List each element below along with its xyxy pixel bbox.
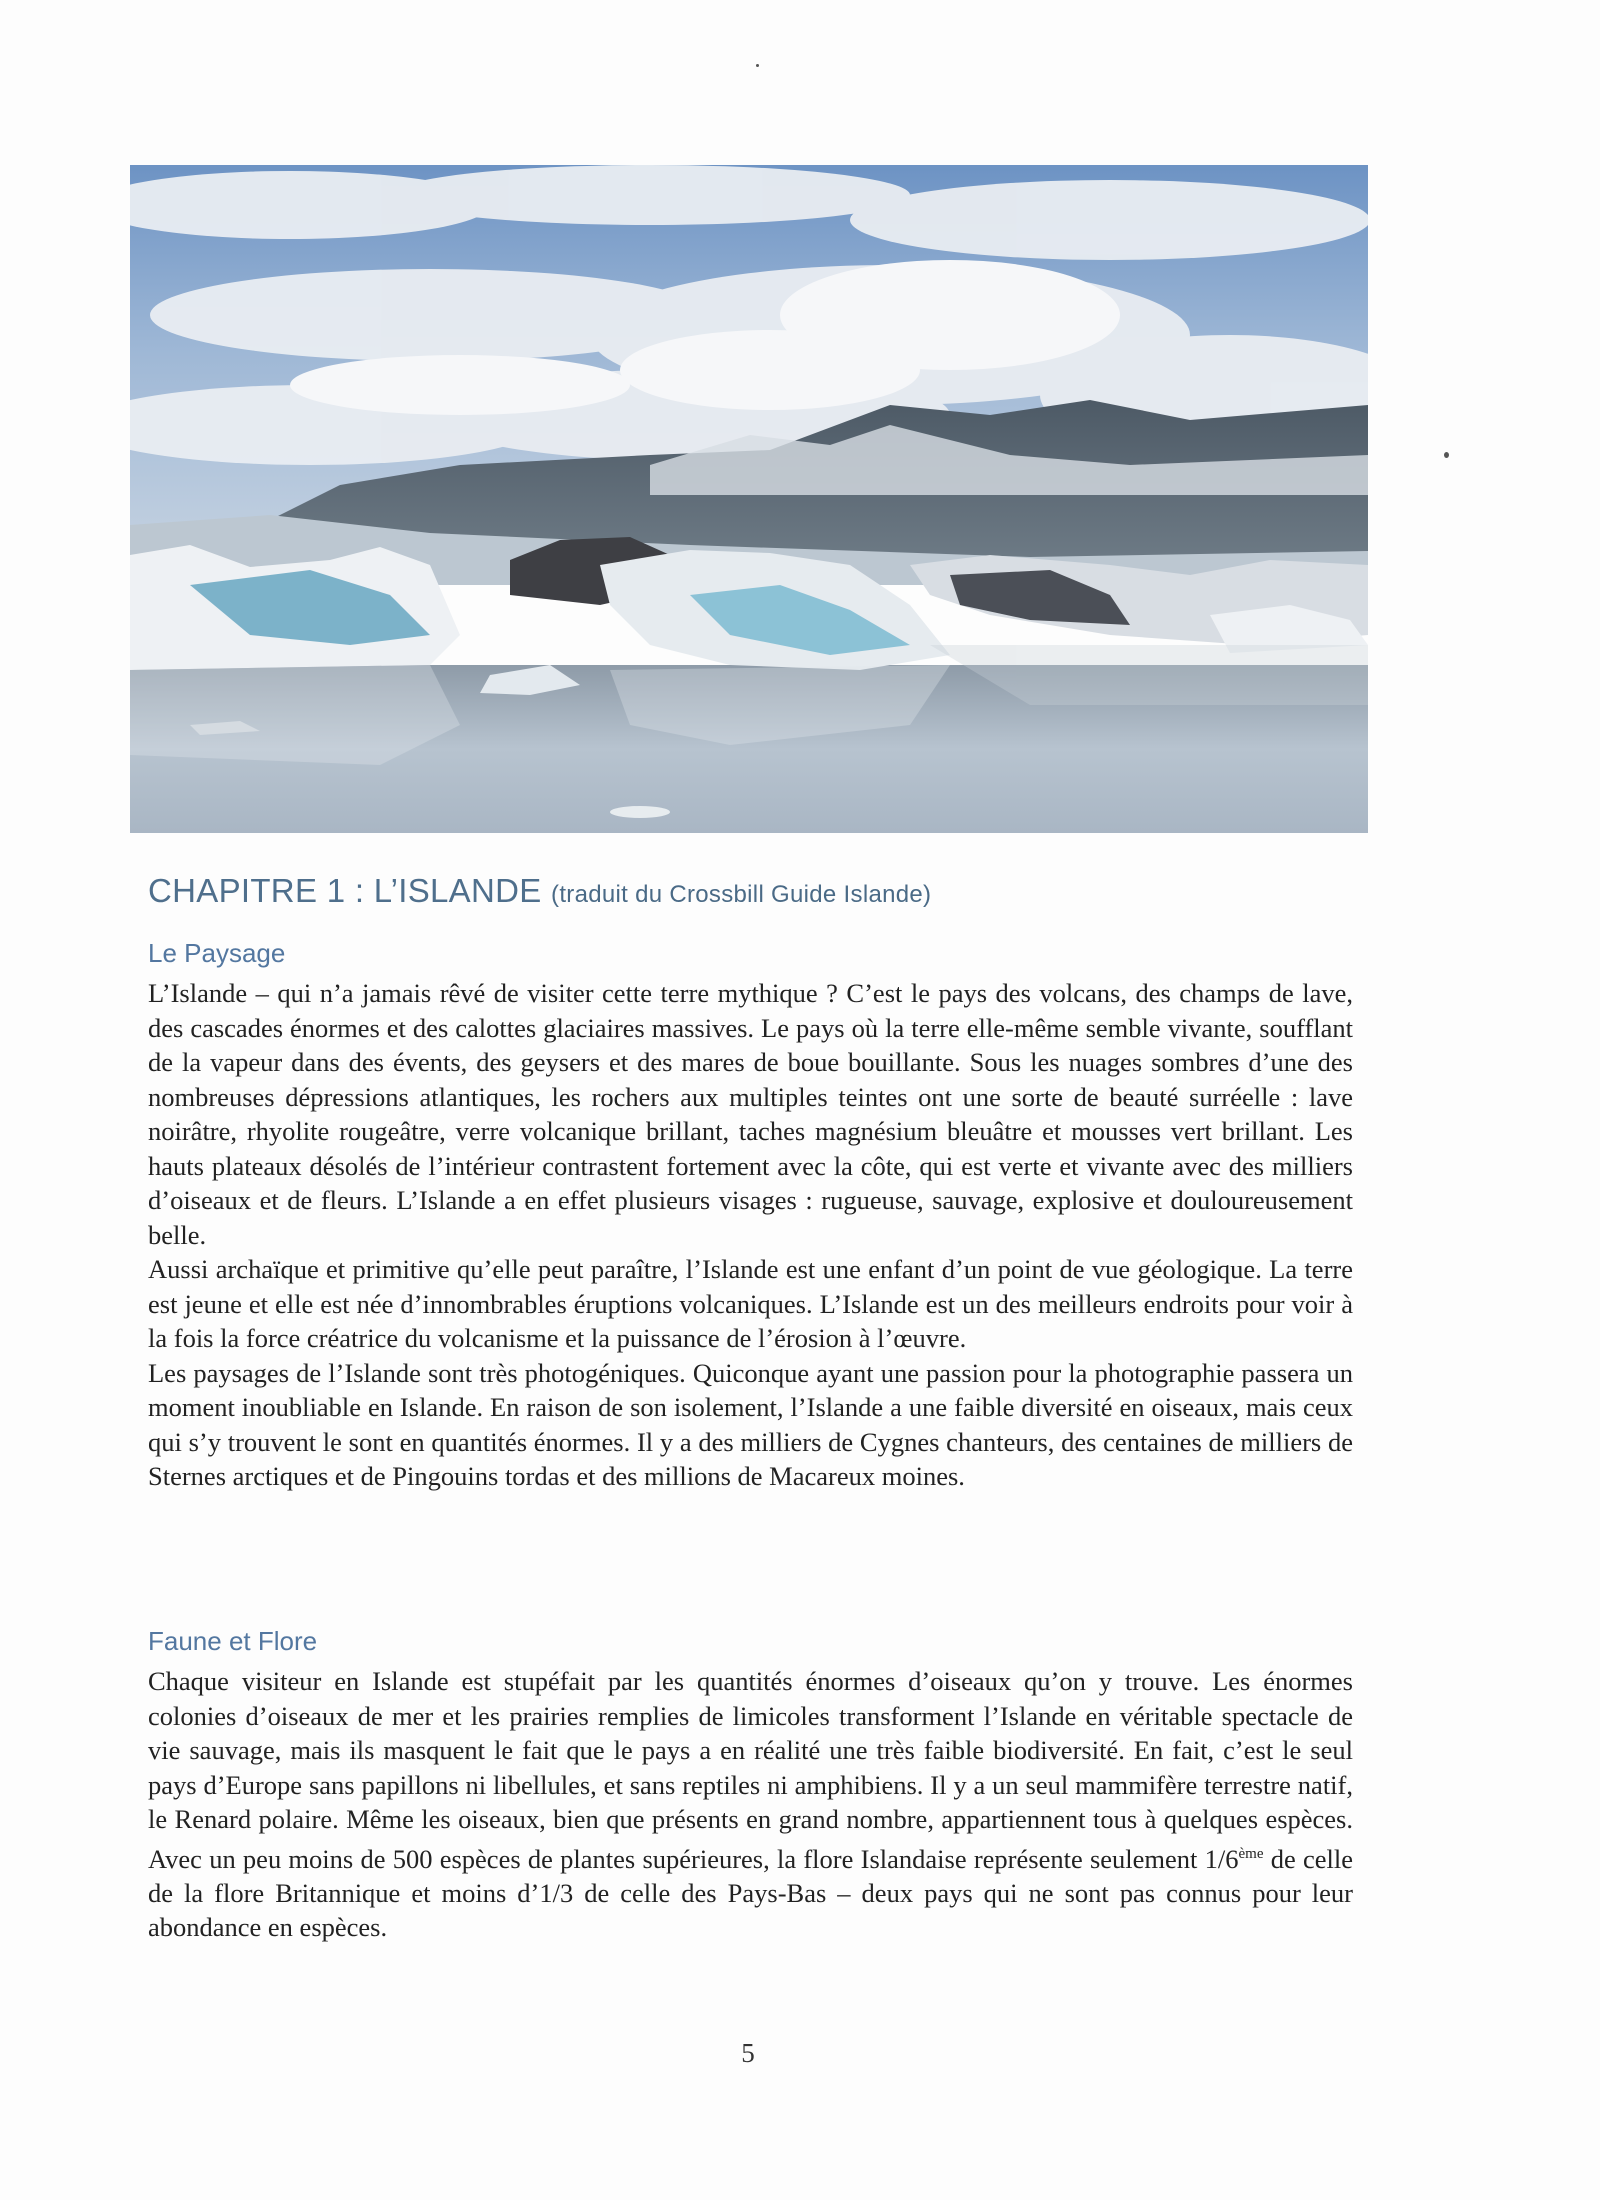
paragraph: L’Islande – qui n’a jamais rêvé de visiter cette terre mythique ? C’est le pays des volcans, des champs de lave, des cascades énormes et des calottes glaciaires massives. Le pays où la terre elle-même semble vivante, soufflant de la vapeur dans des évents, des geysers et des mares de boue bouillante. Sous les nuages sombres d’une des nombreuses dépressions atlantiques, les rochers aux multiples teintes ont une sorte de beauté surréelle : lave noirâtre, rhyolite rougeâtre, verre volcanique brillant, taches magnésium bleuâtre et mousses vert brillant. Les hauts plateaux désolés de l’intérieur contrastent fortement avec la côte, qui est verte et vivante avec des milliers d’oiseaux et de fleurs. L’Islande a en effet plusieurs visages : rugueuse, sauvage, explosive et douloureusement belle.: [148, 978, 1353, 1250]
chapter-title: [148, 872, 931, 910]
section-body-faune: [148, 1664, 1353, 1945]
scan-speck: [1444, 452, 1449, 458]
paragraph: [148, 1664, 1353, 1945]
page-number: 5: [741, 2038, 755, 2068]
chapter-title-main: CHAPITRE 1 : L’ISLANDE: [148, 872, 542, 909]
section-body-paysage: [148, 976, 1353, 1494]
paragraph-text: Chaque visiteur en Islande est stupéfait par les quantités énormes d’oiseaux qu’on y trouve. Les énormes colonies d’oiseaux de mer et les prairies remplies de limicoles transforment l’Islande en véritable spectacle de vie sauvage, mais ils masquent le fait que le pays a en réalité une très faible biodiversité. En fait, c’est le seul pays d’Europe sans papillons ni libellules, et sans reptiles ni amphibiens. Il y a un seul mammifère terrestre natif, le Renard polaire. Même les oiseaux, bien que présents en grand nombre, appartiennent tous à quelques espèces. Avec un peu moins de 500 espèces de plantes supérieures, la flore Islandaise représente seulement 1/6: [148, 1666, 1353, 1874]
paragraph-text: de celle de la flore Britannique et moins d’1/3 de celle des Pays-Bas – deux pays qui ne sont pas connus pour leur abondance en espèces.: [148, 1843, 1353, 1943]
paragraph: Les paysages de l’Islande sont très photogéniques. Quiconque ayant une passion pour la photographie passera un moment inoubliable en Islande. En raison de son isolement, l’Islande a une faible diversité en oiseaux, mais ceux qui s’y trouvent le sont en quantités énormes. Il y a des milliers de Cygnes chanteurs, des centaines de milliers de Sternes arctiques et de Pingouins tordas et des millions de Macareux moines.: [148, 1357, 1353, 1491]
chapter-subtitle: (traduit du Crossbill Guide Islande): [551, 881, 932, 908]
superscript: ème: [1238, 1845, 1264, 1862]
section-heading-faune: Faune et Flore: [148, 1626, 318, 1656]
paragraph: Aussi archaïque et primitive qu’elle peut paraître, l’Islande est une enfant d’un point de vue géologique. La terre est jeune et elle est née d’innombrables éruptions volcaniques. L’Islande est un des meilleurs endroits pour voir à la fois la force créatrice du volcanisme et la puissance de l’érosion à l’œuvre.: [148, 1254, 1353, 1353]
section-heading-paysage: Le Paysage: [148, 938, 286, 968]
scan-speck: [756, 64, 759, 67]
iceberg-lagoon-photo: [130, 165, 1368, 833]
iceberg-lagoon-illustration: [130, 165, 1368, 833]
